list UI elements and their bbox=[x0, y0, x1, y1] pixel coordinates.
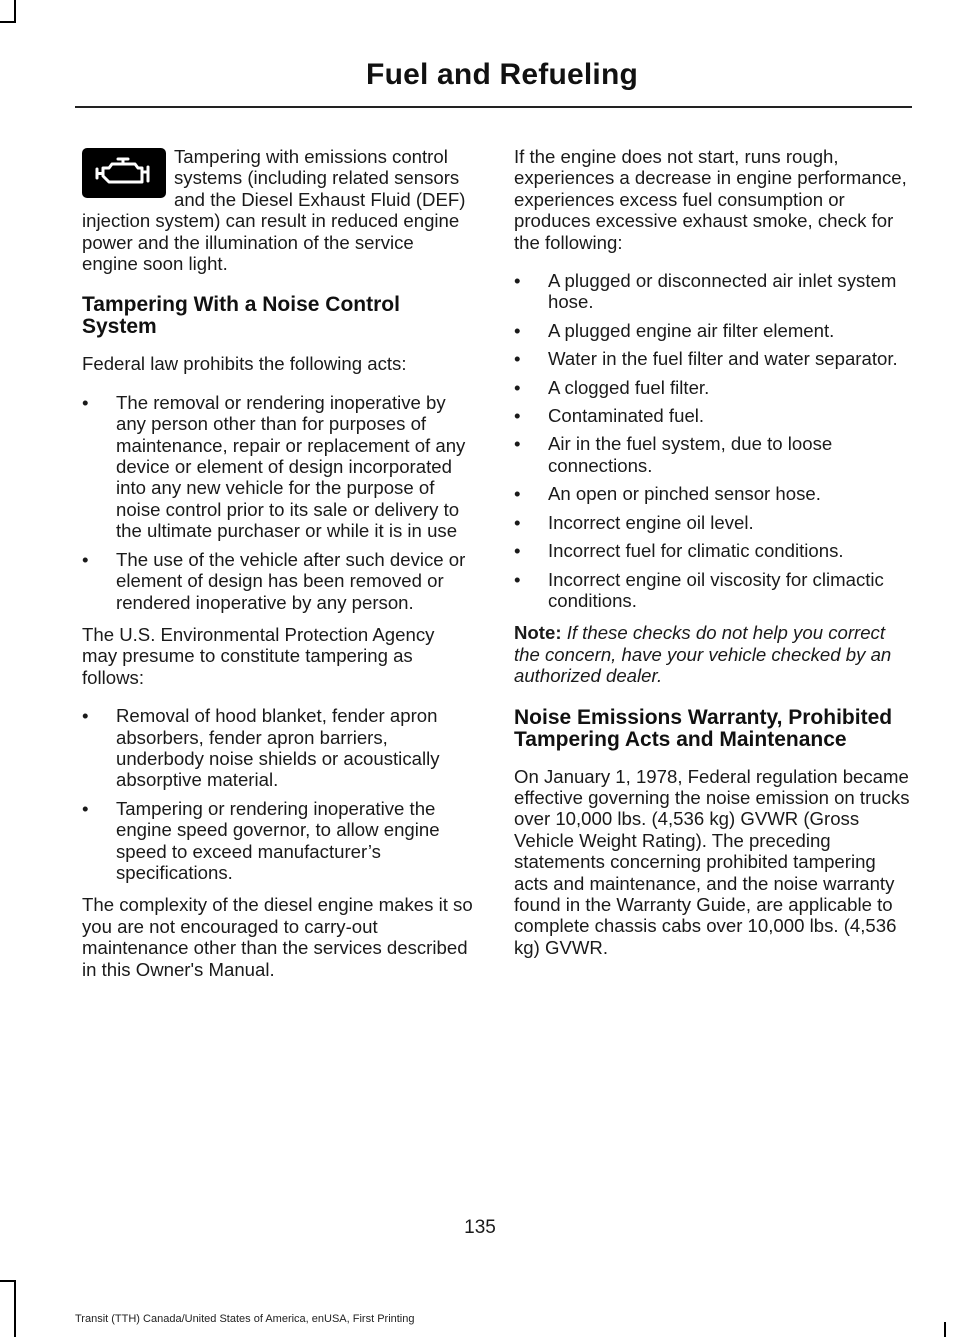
closing-paragraph: The complexity of the diesel engine makes it so you are not encouraged to carry-out maintenance other than the services described in this Owner's Manual. bbox=[82, 894, 473, 980]
list-item: • Contaminated fuel. bbox=[514, 405, 912, 426]
list-item: • A plugged or disconnected air inlet system hose. bbox=[514, 270, 912, 313]
noise-warranty-heading: Noise Emissions Warranty, Prohibited Tampering Acts and Maintenance bbox=[514, 705, 893, 751]
crop-mark bbox=[14, 1280, 16, 1337]
crop-mark bbox=[944, 1322, 946, 1337]
crop-mark bbox=[0, 1280, 16, 1282]
list-item: • A plugged engine air filter element. bbox=[514, 320, 912, 341]
list-item: • Tampering or rendering inoperative the engine speed governor, to allow engine speed to exceed manufacturer’s specifications. bbox=[82, 798, 474, 884]
list-item: • Incorrect engine oil level. bbox=[514, 512, 912, 533]
list-item: • Removal of hood blanket, fender apron absorbers, fender apron barriers, underbody noise shields or acoustically absorptive material. bbox=[82, 705, 474, 791]
footer-publication-info: Transit (TTH) Canada/United States of America, enUSA, First Printing bbox=[75, 1313, 415, 1325]
note bbox=[514, 622, 912, 686]
list-item: • Incorrect fuel for climatic conditions. bbox=[514, 540, 912, 561]
emissions-warning bbox=[82, 146, 474, 274]
list-item: • Incorrect engine oil viscosity for climactic conditions. bbox=[514, 569, 912, 612]
emissions-warning-text: Tampering with emissions control systems (including related sensors and the Diesel Exhaust Fluid (DEF) injection system) can result in reduced engine power and the illumination of the service engine soon light. bbox=[82, 146, 466, 275]
noise-control-heading: Tampering With a Noise Control System bbox=[82, 293, 400, 339]
page-title: Fuel and Refueling bbox=[366, 58, 638, 91]
engine-check-intro: If the engine does not start, runs rough, experiences a decrease in engine performance, experiences excess fuel consumption or produces excessive exhaust smoke, check for the following: bbox=[514, 146, 907, 253]
crop-mark bbox=[14, 0, 16, 22]
engine-icon bbox=[93, 156, 155, 190]
list-item: • Water in the fuel filter and water separator. bbox=[514, 348, 912, 369]
epa-intro: The U.S. Environmental Protection Agency may presume to constitute tampering as follows: bbox=[82, 623, 435, 688]
right-column bbox=[514, 146, 912, 975]
list-item: • The removal or rendering inoperative by any person other than for purposes of maintenance, repair or replacement of any device or element of design incorporated into any new vehicle for the purpose of noise control prior to its sale or delivery to the ultimate purchaser or while it is in use bbox=[82, 392, 474, 542]
header-rule bbox=[75, 106, 912, 108]
crop-mark bbox=[0, 21, 16, 23]
epa-list bbox=[82, 705, 474, 883]
federal-intro: Federal law prohibits the following acts: bbox=[82, 353, 407, 375]
list-item: • A clogged fuel filter. bbox=[514, 377, 912, 398]
note-label: Note: bbox=[514, 622, 562, 644]
service-engine-soon-icon bbox=[82, 148, 166, 198]
left-column bbox=[82, 146, 474, 997]
federal-list bbox=[82, 392, 474, 613]
page-number: 135 bbox=[464, 1217, 496, 1238]
list-item: • An open or pinched sensor hose. bbox=[514, 483, 912, 504]
list-item: • Air in the fuel system, due to loose connections. bbox=[514, 433, 912, 476]
engine-check-list bbox=[514, 270, 912, 611]
note-text: If these checks do not help you correct the concern, have your vehicle checked by an authorized dealer. bbox=[514, 622, 892, 687]
warranty-paragraph: On January 1, 1978, Federal regulation became effective governing the noise emission on trucks over 10,000 lbs. (4,536 kg) GVWR (Gross Vehicle Weight Rating). The preceding statements concerning prohibited tampering acts and maintenance, and the noise warranty found in the Warranty Guide, are applicable to complete chassis cabs over 10,000 lbs. (4,536 kg) GVWR. bbox=[514, 765, 910, 958]
list-item: • The use of the vehicle after such device or element of design has been removed or rendered inoperative by any person. bbox=[82, 549, 474, 613]
